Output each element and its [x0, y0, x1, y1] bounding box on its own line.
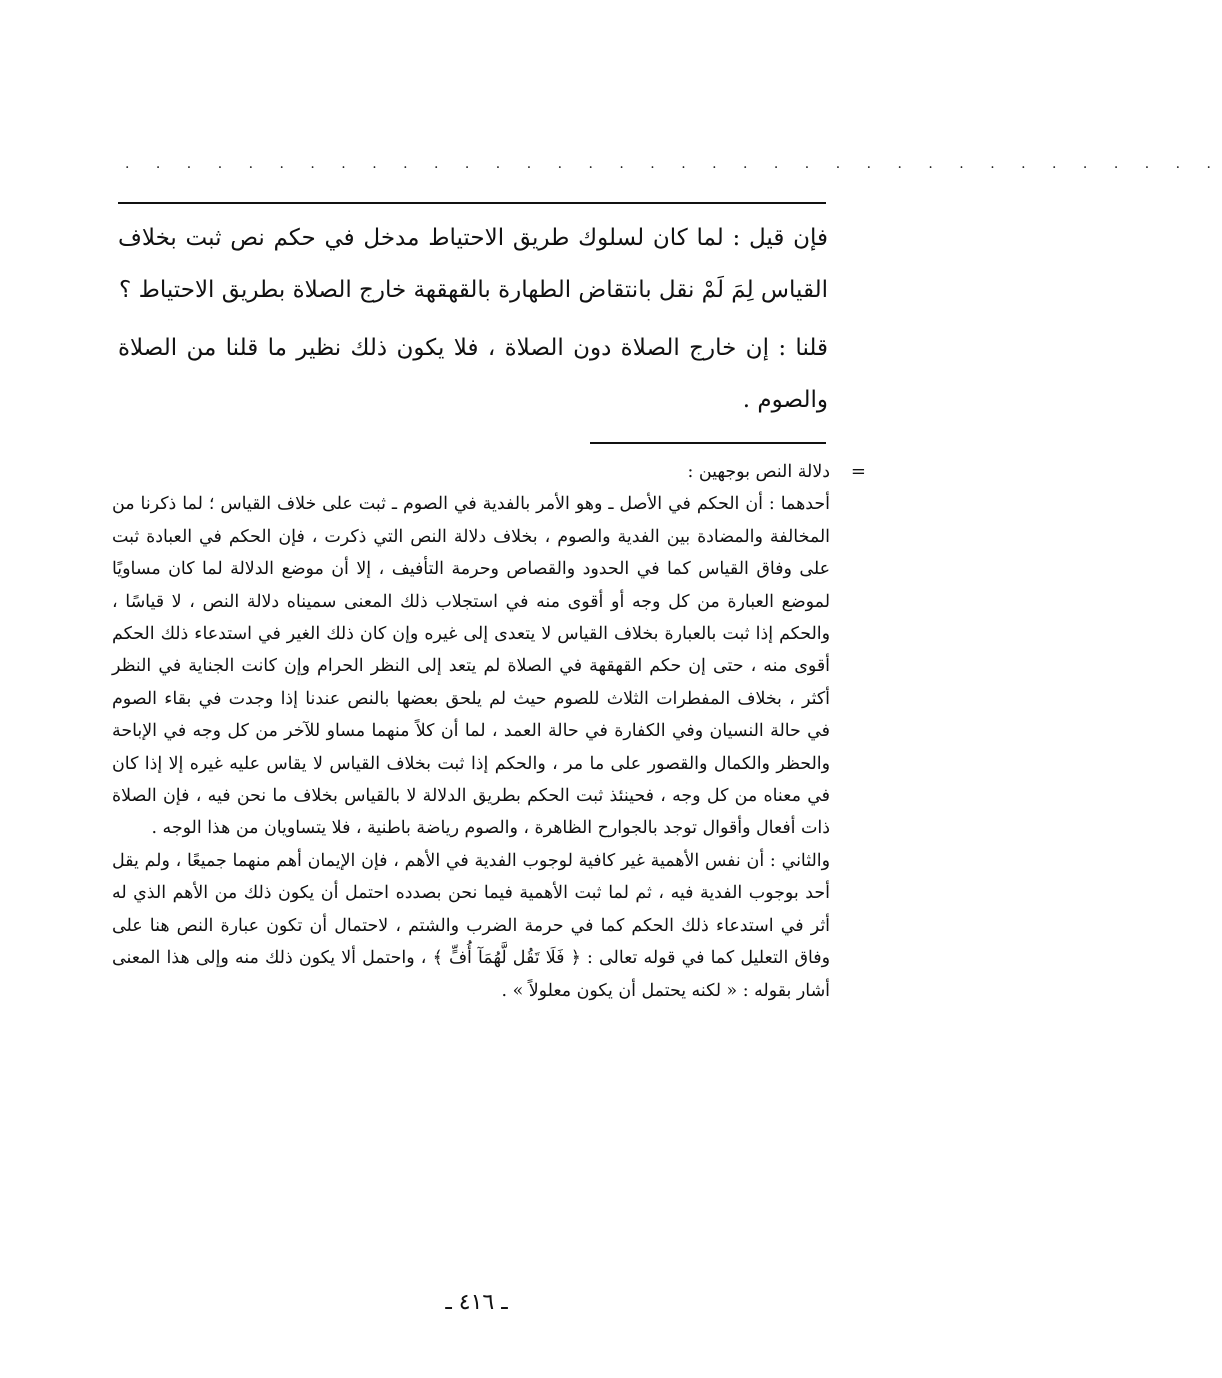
- main-paragraph: فإن قيل : لما كان لسلوك طريق الاحتياط مدخل في حكم نص ثبت بخلاف القياس لِمَ لَمْ نقل بانتقاض الطهارة بالقهقهة خارج الصلاة بطريق الاحتياط ؟: [118, 225, 828, 303]
- header-dotted-line: · · · · · · · · · · · · · · · · · · · · · · · · · · · · · · · · · · · ·: [125, 160, 1222, 176]
- footnote-continuation-marker: =: [850, 461, 866, 482]
- page-number: ـ ٤١٦ ـ: [445, 1290, 508, 1315]
- footnote-heading-line: [112, 456, 866, 488]
- main-paragraph: قلنا : إن خارج الصلاة دون الصلاة ، فلا يكون ذلك نظير ما قلنا من الصلاة والصوم .: [118, 335, 828, 413]
- footnotes-block: [112, 456, 866, 1007]
- main-text-block: [118, 212, 828, 432]
- footnote-heading: دلالة النص بوجهين :: [687, 462, 830, 482]
- footnote-rule: [590, 442, 826, 444]
- header-rule: [118, 202, 826, 204]
- footnote-paragraph: والثاني : أن نفس الأهمية غير كافية لوجوب الفدية في الأهم ، فإن الإيمان أهم منهما جميعًا ، ولم يقل أحد بوجوب الفدية فيه ، ثم لما ثبت الأهمية فيما نحن بصدده احتمل أن يكون ذلك من الأهم الذي له أثر في استدعاء ذلك الحكم كما في حرمة الضرب والشتم ، لاحتمال أن تكون عبارة النص هنا على وفاق التعليل كما في قوله تعالى : ﴿ فَلَا تَقُل لَّهُمَآ أُفٍّ ﴾ ، واحتمل ألا يكون ذلك منه وإلى هذا المعنى أشار بقوله : « لكنه يحتمل أن يكون معلولاً » .: [112, 850, 830, 1001]
- footnote-paragraph: أحدهما : أن الحكم في الأصل ـ وهو الأمر بالفدية في الصوم ـ ثبت على خلاف القياس ؛ لما ذكرنا من المخالفة والمضادة بين الفدية والصوم ، بخلاف دلالة النص التي ذكرت ، فإن الحكم في العبادة ثبت على وفاق القياس كما في الحدود والقصاص وحرمة التأفيف ، إلا أن موضع الدلالة لما كان مساويًا لموضع العبارة من كل وجه أو أقوى منه في استجلاب ذلك المعنى سميناه دلالة النص ، لا قياسًا ، والحكم إذا ثبت بالعبارة بخلاف القياس لا يتعدى إلى غيره وإن كان ذلك الغير في استدعاء ذلك الحكم أقوى منه ، حتى إن حكم القهقهة في الصلاة لم يتعد إلى النظر الحرام وإن كانت الجناية في النظر أكثر ، بخلاف المفطرات الثلاث للصوم حيث لم يلحق بعضها بالنص عندنا إذا وجدت في بقاء الصوم في حالة النسيان وفي الكفارة في حالة العمد ، لما أن كلاً منهما مساو للآخر من كل وجه في الإباحة والحظر والكمال والقصور على ما مر ، والحكم إذا ثبت بخلاف القياس لا يقاس عليه غيره إلا إذا كان في معناه من كل وجه ، فحينئذ ثبت الحكم بطريق الدلالة لا بالقياس بخلاف ما نحن فيه ، فإن الصلاة ذات أفعال وأقوال توجد بالجوارح الظاهرة ، والصوم رياضة باطنية ، فلا يتساويان من هذا الوجه .: [112, 494, 830, 839]
